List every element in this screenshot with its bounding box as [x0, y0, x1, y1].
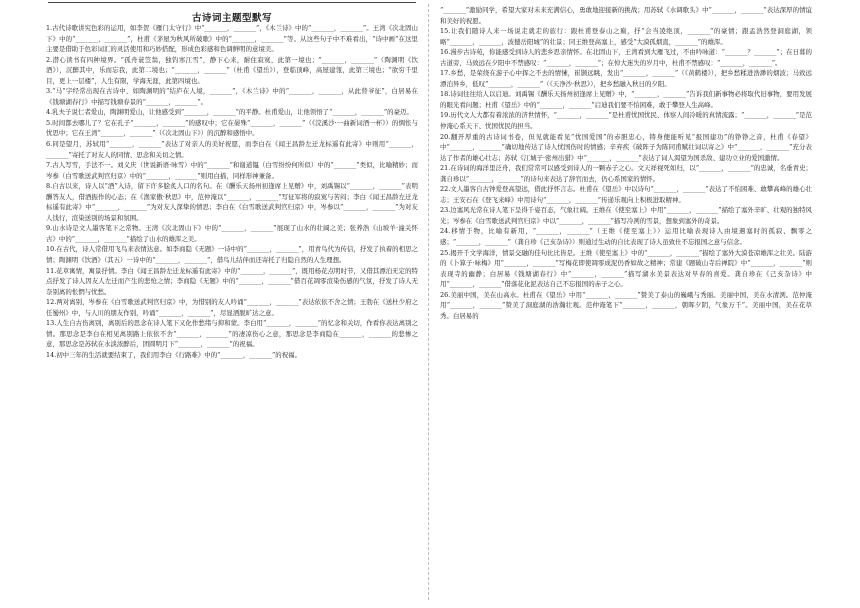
question-14-continued: “_______”激励同学，希望大家对未来充满信心，勇敢地迎接新的挑战；用苏轼《水调歌头》中“_______，_______”表达深厚的情谊和美好的祝愿。 [440, 6, 812, 25]
question-15: 15.让我们随诗人来一场说走就走的旅行：跟杜甫登泰山之巅，抒“会当凌绝顶，_______”的豪情；跟孟浩然登洞庭湖，领略“_______，_______，波撼岳阳城”的壮景；同王维登高塞上，感受“大漠孤烟直，_______”的雄浑。 [440, 27, 812, 46]
question-14: 14.初中三年的生活就要结束了，我们用李白《行路难》中的“_______，_______”的祝福。 [46, 350, 302, 359]
question-10: 10.在古代，诗人常借用飞鸟来表情达意。如李商隐《无题》一诗中的“_______，_______”，用青鸟代为传信，抒发了执着的相思之情；陶渊明《饮酒》（其五）一诗中的“_______，_______”，借鸟儿结伴而还寄托了归隐自然的人生理想。 [46, 245, 418, 265]
question-4: 4.乳夫子说仁者爱山，陶渊明爱山，让他感受到“_______，_______”的平静。杜甫爱山，让他领悟了“_______，_______”的豪迈。 [46, 108, 413, 117]
question-16: 16.漫步古诗苑，你能感受到诗人的悲乡思亲情怀。在北固山下，王湾看到大雁飞过，不由吟咏道：“_______？_______”；在日暮的古道旁，马致远在夕阳中不禁感叹：“_______，_______”；在悼大迷失的岁月中，杜甫不禁感叹：“_______，_______”。 [440, 48, 812, 67]
question-7: 7.古人写雪，手法不一。刘义庆（世说新语·咏雪）中的“_______”和谢道韫（白雪纷纷何所似）中的“_______”类似，比喻精妙；而岑参（白雪歌送武判官归京）中的“_______，_______”则用白描，同样形神兼备。 [46, 161, 418, 180]
question-1: 1.古代诗歌讲究色彩的运用，如李贺《雁门太守行》中“_______，_______”，《木兰诗》中的“_______，_______”。王湾《次北固山下》中的“_______，_______”，杜甫《茅屋为秋风所破歌》中的“_______，_______”等。从这些句子中不难看出，“诗中画”在这里主要是借助于色彩词汇的灵活使用和巧妙搭配，形成色彩感和色调鲜明的意境美。 [46, 24, 418, 54]
question-26: 26.美丽中国，美在山高水。杜甫在《望岳》中用“_______，_______”赞美了泰山的巍峨与秀丽。美丽中国，美在水清洌。范仲淹用“_______，_______”赞美了洞庭湖的浩瀚壮观。范仲淹笔下“_______，_______，朝晖夕阴，气象万千”。美丽中国，美在花草秀。白居易的 [440, 290, 812, 320]
top-rule [48, 2, 416, 3]
question-19: 19.历代文人大都有着浓浓的济世情怀，“_______，_______”是杜甫忧国忧民、体察人间冷暖的真情流露；“_______，_______”是范仲淹心系天下、忧国忧民的担当。 [440, 111, 812, 131]
question-18: 18.诗词往往给人以启迪。刘禹锡《酬乐天扬州初逢席上见赠》中，“_______，_______”告诉我们新事物必将取代旧事物，要用发展的眼光看问题；杜甫《望岳》中的“_______，_______”启迪我们要不怕困难，敢于攀登人生高峰。 [440, 90, 812, 109]
question-20: 20.翻开厚重的古诗词书卷，但见就能看见“忧国爱国”的赤胆忠心，铸身便能听见“报国建功”的铮铮之音，杜甫《春望》中“_______，_______”确切地传达了诗人忧国伤时的情感；辛弃疾《破阵子为陈同甫赋壮词以寄之》中“_______，_______”充分表达了作者的雄心壮志；苏轼《江城子·密州出猎》中“_______，_______”表达了词人渴望为国杀敌、建功立业的爱国激情。 [440, 132, 812, 162]
question-9: 9.山水诗是文人墨客笔下之常物。王湾《次北固山下》中的“_______，_______”展现了山水的壮阔之美；张养浩《山坡羊·潼关怀古》中的“_______，_______”描绘了山水的雄浑之美。 [46, 224, 418, 243]
question-8: 8.自古以来，诗人以“酒”入诗，留下许多脍炙人口的名句。在《酬乐天扬州初逢席上见赠》中，刘禹锡以“_______，_______”表明酬答友人，借酒振作的心态；在《渔家傲·秋思》中，范仲淹以“_______，_______”写征军将的寂寞与苦闷；李白《闻王昌龄左迁龙标遥有此寄》中“_______，_______”为对友人深挚的情思；李白在《白雪歌送武判官归京》中，岑参以“_______，_______”为对友人饯行，渲染送别的场景和氛围。 [46, 182, 418, 222]
question-17: 17.乡愁，是荣绕在游子心中挥之不去的情愫，崔颢远眺，发出“_______，_______”（《黄鹤楼》），把乡愁糅进浩渺的烟波；马致远漂泊异乡，低叹“_______，_______”（《天净沙·秋思》），把乡愁融入秋日的夕阳。 [440, 69, 812, 88]
question-3: 3.“马”字经常出现在古诗中，如陶渊明的“结庐在人境，_______”，《木兰诗》中的“_______，_______，从此替爷征”，白居易在《钱塘湖春行》中描写钱塘春景的“_______，_______”。 [46, 87, 418, 106]
question-24: 24.移情于物，比喻有新用，“_______，_______”（王维《使至塞上》）运用比喻表现诗人由境遇塞时的孤寂、飘零之感；“_______，_______”（龚自珍《己亥杂诗》）则通过生动的自比表现了诗人虽致仕不忘报国之意与信念。 [440, 227, 812, 247]
question-22: 22.文人墨客自古钟爱登高望远，借此抒怀言志。杜甫在《望岳》中以诗句“_______，_______”表达了不怕困难、敢攀高峰的雄心壮志；王安石在《登飞来峰》中用诗句“_______，_______”传递乐观向上积极进取精神。 [440, 185, 812, 204]
column-divider [428, 4, 429, 600]
question-21: 21.在诗词的海洋里泛舟，我们常常可以感受到诗人的一颗赤子之心。文天祥视死如归，以“_______，_______”的忠诚，名垂青史；龚自珍以“_______，_______”的诗句来表达了辞官而去，仍心系国家的情怀。 [440, 164, 812, 183]
question-11: 11.花草寓情，寓景抒情。李白《闻王昌龄左迁龙标遥有此寄》中的“_______，_______”，既用杨花点明时节，又借其漂泊无定的特点抒发了诗人因友人左迁而产生的悲怆之情；李商隐《无题》中的“_______，_______”借百花凋零渲染伤感的气氛，抒发了诗人无奈别离的怅惘与忧愁。 [46, 266, 418, 296]
question-25: 25.揭开千文学海洋，情景交融的佳句比比皆是。王维《使至塞上》中的“_______，_______”描绘了塞外大漠苍凉雄浑之壮美。陆游的《卜算子·咏梅》用“_______，_______”写梅花即使凋零成泥仍香如故之精神；常建《题破山寺后禅院》中“_______，_______”则表现寺的幽静；白居易《钱塘湖春行》中“_______，_______”描写湖水美景表达对早春的喜爱。龚自珍在《己亥杂诗》中用“_______，_______”借落花化泥表达自己不忘报国的赤子之心。 [440, 248, 812, 289]
question-5: 5.时间都去哪儿了？它在孔子“_______，_______”的感叹中；它在晏殊“_______，_______”（《浣溪沙·一曲新词酒一杯》）的惆怅与忧思中；它在王湾“_______，_______”（《次北固山下》）的沉醉和感悟中。 [46, 118, 418, 138]
question-13: 13.人生自古伤离别，离别后的思念在诗人笔下又化作愁绪与抑和蒙。李白用“_______，_______”的忆念和关切，作看你表达离别之情。那思念是李白在相见离别路上依依不舍“_______，_______”的凄凉伤心之意，那思念是李商隐在_______，_______的悲惨之意，那思念是苏轼在水淡浓醉后，团圆明月下“_______，_______”的祝福。 [46, 319, 418, 349]
question-6: 6.同是望月，苏轼用“_______，_______”表达了对亲人的美好祝愿，而李白在《闻王昌龄左迁龙标遥有此寄》中则用“_______，_______”寄托了对友人的同情、思念和关切之情。 [46, 140, 418, 159]
question-2: 2.潜心读书有四种境界。“孤舟蓑笠翁，独钓寒江雪”，静下心来，耐住寂寞，此第一境也；“_______，_______”（陶渊明《饮酒》），沉醉其中，乐而忘我，此第二境也；“_______，_______”（杜甫《望岳》），登临顶峰，高屋建瓴，此第三境也；“欲穷千里目，更上一层楼”，人生有限，学海无涯，此第四境也。 [46, 55, 418, 85]
left-column [46, 23, 418, 361]
question-23: 23.边塞风光常在诗人笔下呈得千姿百态，气象壮阔。王维在《使至塞上》中用“_______，_______”描绘了塞外辛旷、壮观的独特风光；岑参在《白雪歌送武判官归京》中以“_______，_______”描写冷冽的雪景，想象到塞外的奇景。 [440, 206, 812, 225]
page-title: 古诗词主题型默写 [191, 13, 272, 24]
question-12: 12.两对离别，岑参在《白雪歌送武判官归京》中，为惜别的友人吟诵“_______，_______”表达依依不舍之情；王勃在《送杜少府之任蜀州》中，与人川的朋友作别，吟诵“_______，_______”，尽显洒脱旷达之意。 [46, 298, 418, 317]
right-column [440, 5, 812, 321]
